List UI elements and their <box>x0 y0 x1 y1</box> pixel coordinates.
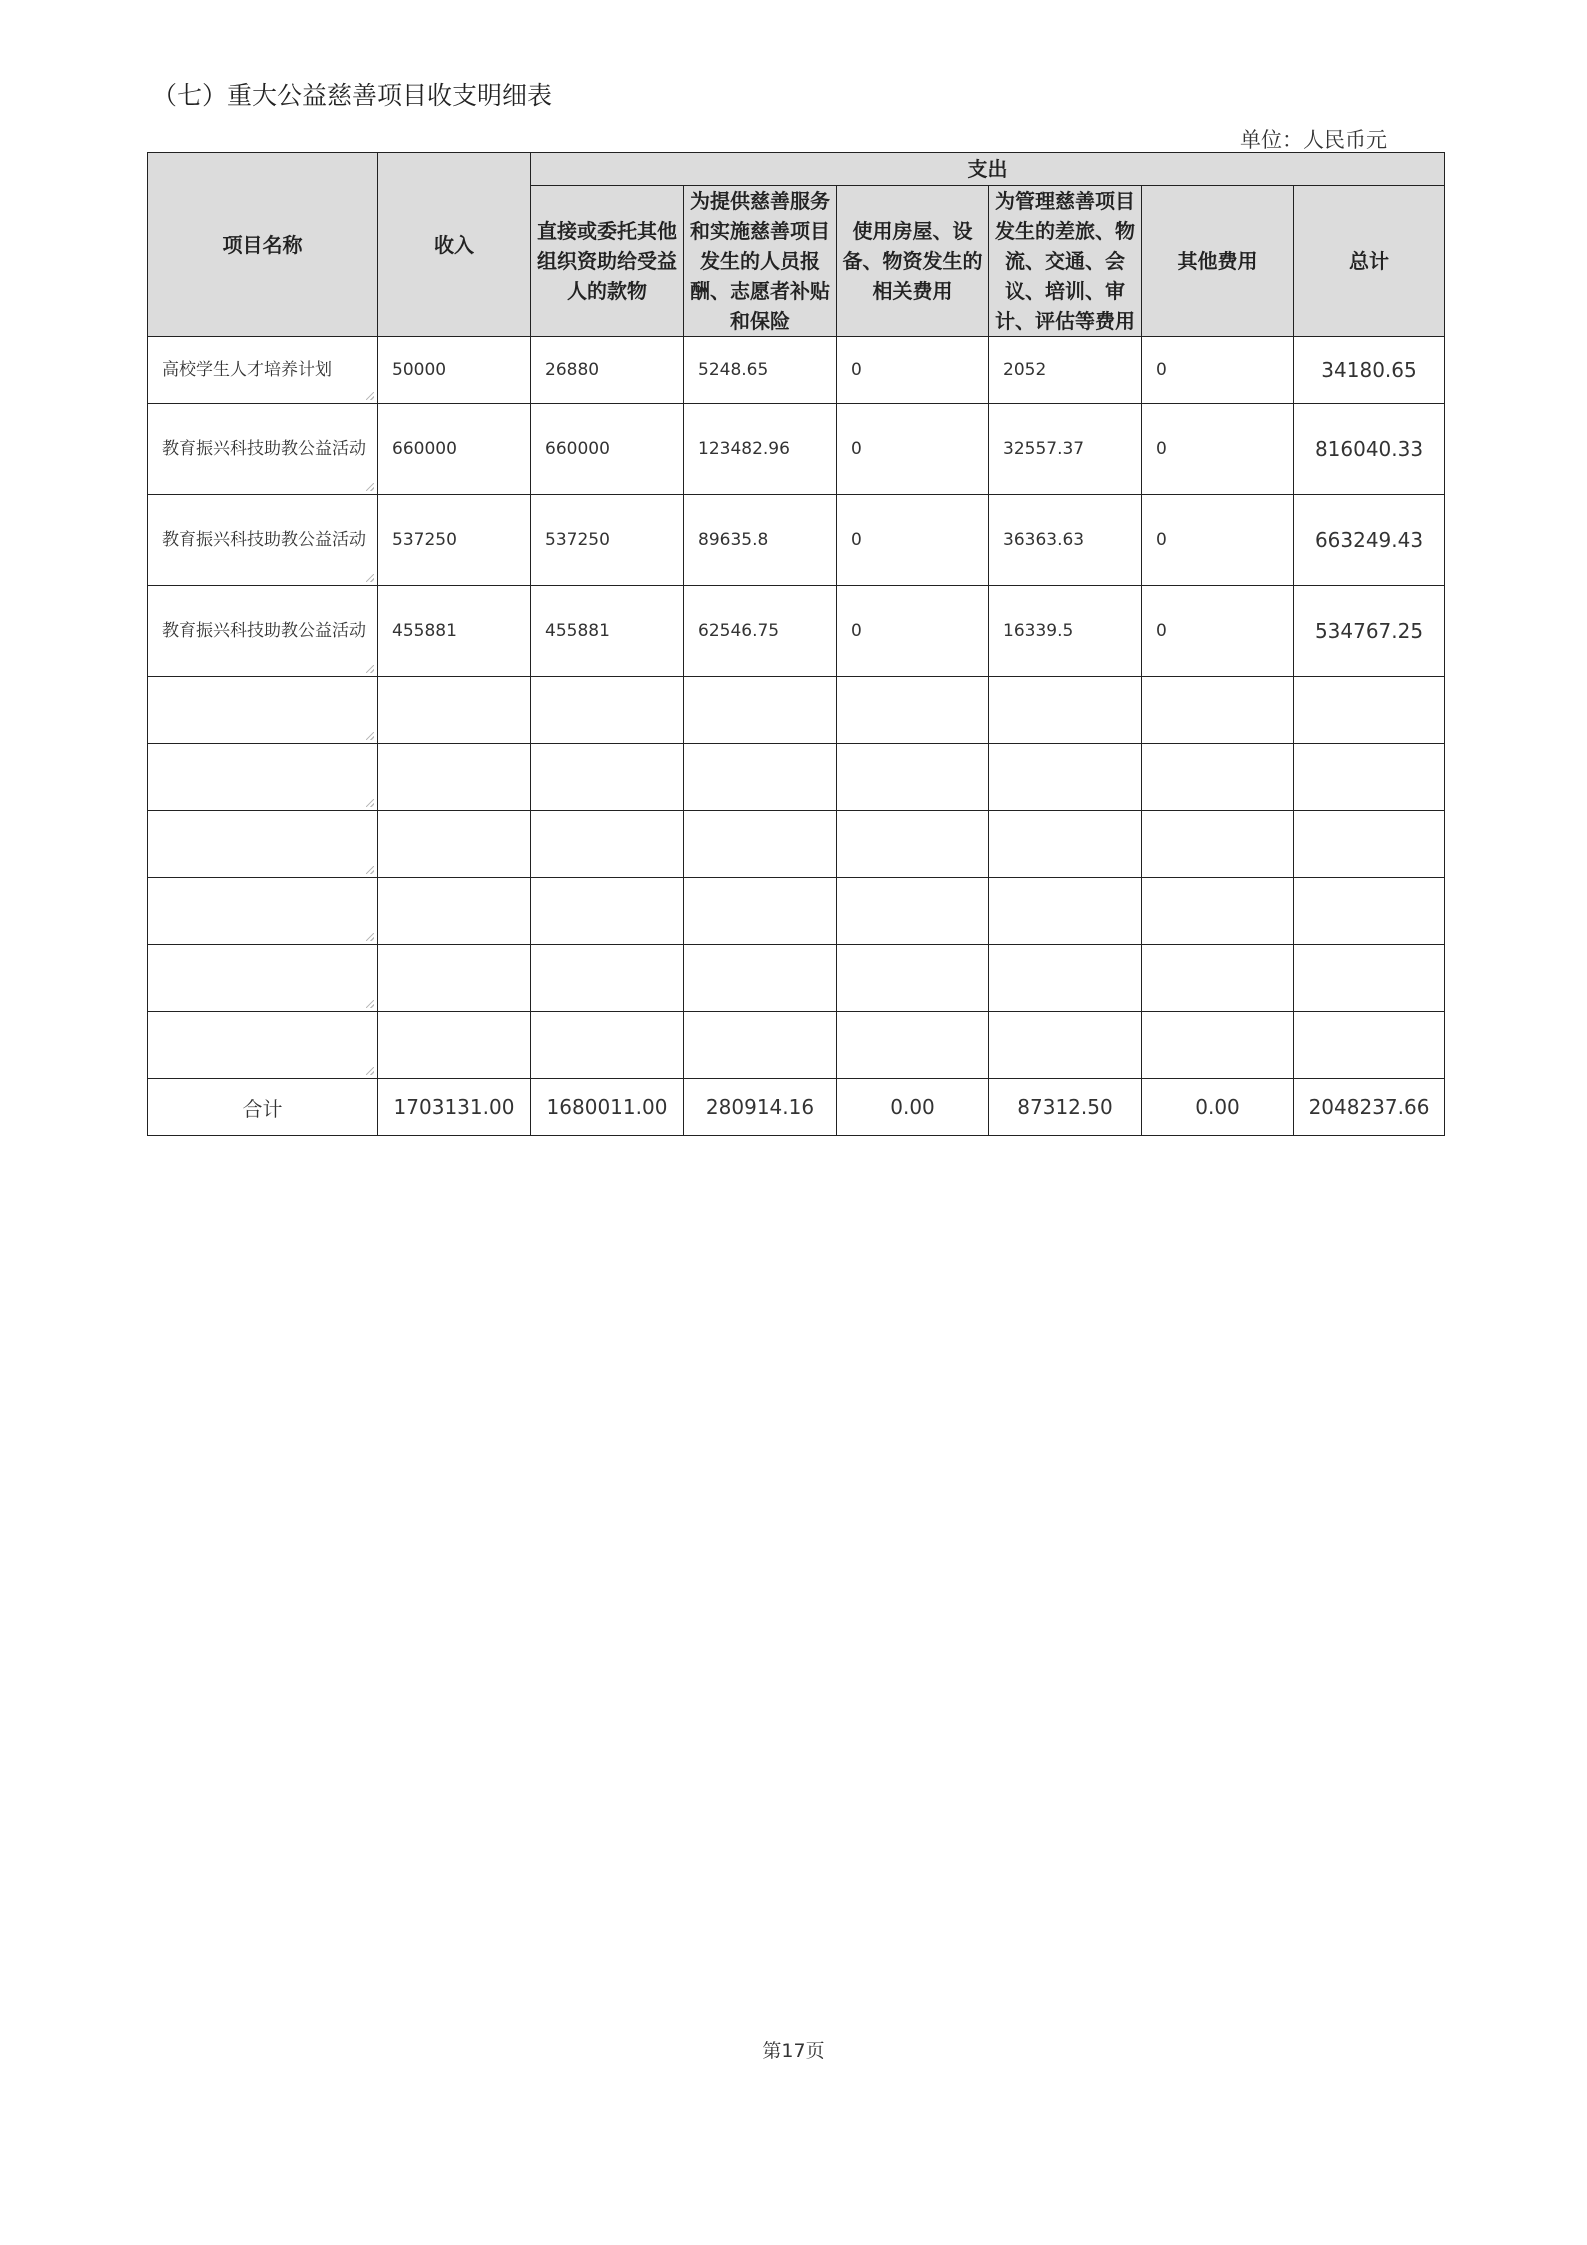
income-cell: 455881 <box>378 586 531 677</box>
header-total: 总计 <box>1294 186 1445 337</box>
facility-cost-cell: 0 <box>837 586 989 677</box>
table-row <box>148 404 1445 495</box>
income-cell: 537250 <box>378 495 531 586</box>
project-name-cell[interactable]: 教育振兴科技助教公益活动 <box>148 404 378 495</box>
management-cost-cell: 32557.37 <box>989 404 1142 495</box>
project-name-cell[interactable] <box>148 1012 378 1079</box>
charity-project-table <box>147 152 1445 1136</box>
total-cell: 34180.65 <box>1294 337 1445 404</box>
project-name-cell[interactable] <box>148 811 378 878</box>
personnel-cost-cell: 89635.8 <box>684 495 837 586</box>
project-name-cell[interactable] <box>148 677 378 744</box>
personnel-cost-cell: 5248.65 <box>684 337 837 404</box>
header-project-name: 项目名称 <box>148 153 378 337</box>
project-name-cell[interactable] <box>148 744 378 811</box>
header-income: 收入 <box>378 153 531 337</box>
project-name-cell[interactable]: 高校学生人才培养计划 <box>148 337 378 404</box>
other-cost-cell: 0 <box>1142 337 1294 404</box>
total-cell: 534767.25 <box>1294 586 1445 677</box>
other-cost-cell: 0 <box>1142 586 1294 677</box>
total-cell: 816040.33 <box>1294 404 1445 495</box>
project-name-cell[interactable]: 教育振兴科技助教公益活动 <box>148 495 378 586</box>
project-name-cell[interactable] <box>148 945 378 1012</box>
empty-row <box>148 1012 1445 1079</box>
sum-other-cost: 0.00 <box>1142 1079 1294 1136</box>
header-expense-group: 支出 <box>531 153 1445 186</box>
facility-cost-cell: 0 <box>837 495 989 586</box>
empty-row <box>148 811 1445 878</box>
header-facility-cost: 使用房屋、设备、物资发生的相关费用 <box>837 186 989 337</box>
header-direct-funding: 直接或委托其他组织资助给受益人的款物 <box>531 186 684 337</box>
empty-row <box>148 945 1445 1012</box>
direct-funding-cell: 26880 <box>531 337 684 404</box>
personnel-cost-cell: 123482.96 <box>684 404 837 495</box>
page-title: （七）重大公益慈善项目收支明细表 <box>152 81 553 110</box>
project-name-cell[interactable]: 教育振兴科技助教公益活动 <box>148 586 378 677</box>
empty-row <box>148 878 1445 945</box>
facility-cost-cell: 0 <box>837 337 989 404</box>
direct-funding-cell: 455881 <box>531 586 684 677</box>
other-cost-cell: 0 <box>1142 404 1294 495</box>
table-row <box>148 586 1445 677</box>
sum-row <box>148 1079 1445 1136</box>
management-cost-cell: 36363.63 <box>989 495 1142 586</box>
direct-funding-cell: 537250 <box>531 495 684 586</box>
sum-income: 1703131.00 <box>378 1079 531 1136</box>
management-cost-cell: 2052 <box>989 337 1142 404</box>
total-cell: 663249.43 <box>1294 495 1445 586</box>
sum-personnel-cost: 280914.16 <box>684 1079 837 1136</box>
page-number: 第17页 <box>762 2040 825 2062</box>
empty-row <box>148 677 1445 744</box>
header-other-cost: 其他费用 <box>1142 186 1294 337</box>
sum-label: 合计 <box>148 1079 378 1136</box>
currency-unit: 单位：人民币元 <box>1240 128 1387 152</box>
management-cost-cell: 16339.5 <box>989 586 1142 677</box>
other-cost-cell: 0 <box>1142 495 1294 586</box>
header-management-cost: 为管理慈善项目发生的差旅、物流、交通、会议、培训、审计、评估等费用 <box>989 186 1142 337</box>
header-row-1 <box>148 153 1445 186</box>
project-name-cell[interactable] <box>148 878 378 945</box>
sum-facility-cost: 0.00 <box>837 1079 989 1136</box>
sum-direct-funding: 1680011.00 <box>531 1079 684 1136</box>
header-personnel-cost: 为提供慈善服务和实施慈善项目发生的人员报酬、志愿者补贴和保险 <box>684 186 837 337</box>
table-row <box>148 495 1445 586</box>
personnel-cost-cell: 62546.75 <box>684 586 837 677</box>
income-cell: 50000 <box>378 337 531 404</box>
facility-cost-cell: 0 <box>837 404 989 495</box>
sum-total: 2048237.66 <box>1294 1079 1445 1136</box>
empty-row <box>148 744 1445 811</box>
income-cell: 660000 <box>378 404 531 495</box>
direct-funding-cell: 660000 <box>531 404 684 495</box>
sum-management-cost: 87312.50 <box>989 1079 1142 1136</box>
table-row <box>148 337 1445 404</box>
